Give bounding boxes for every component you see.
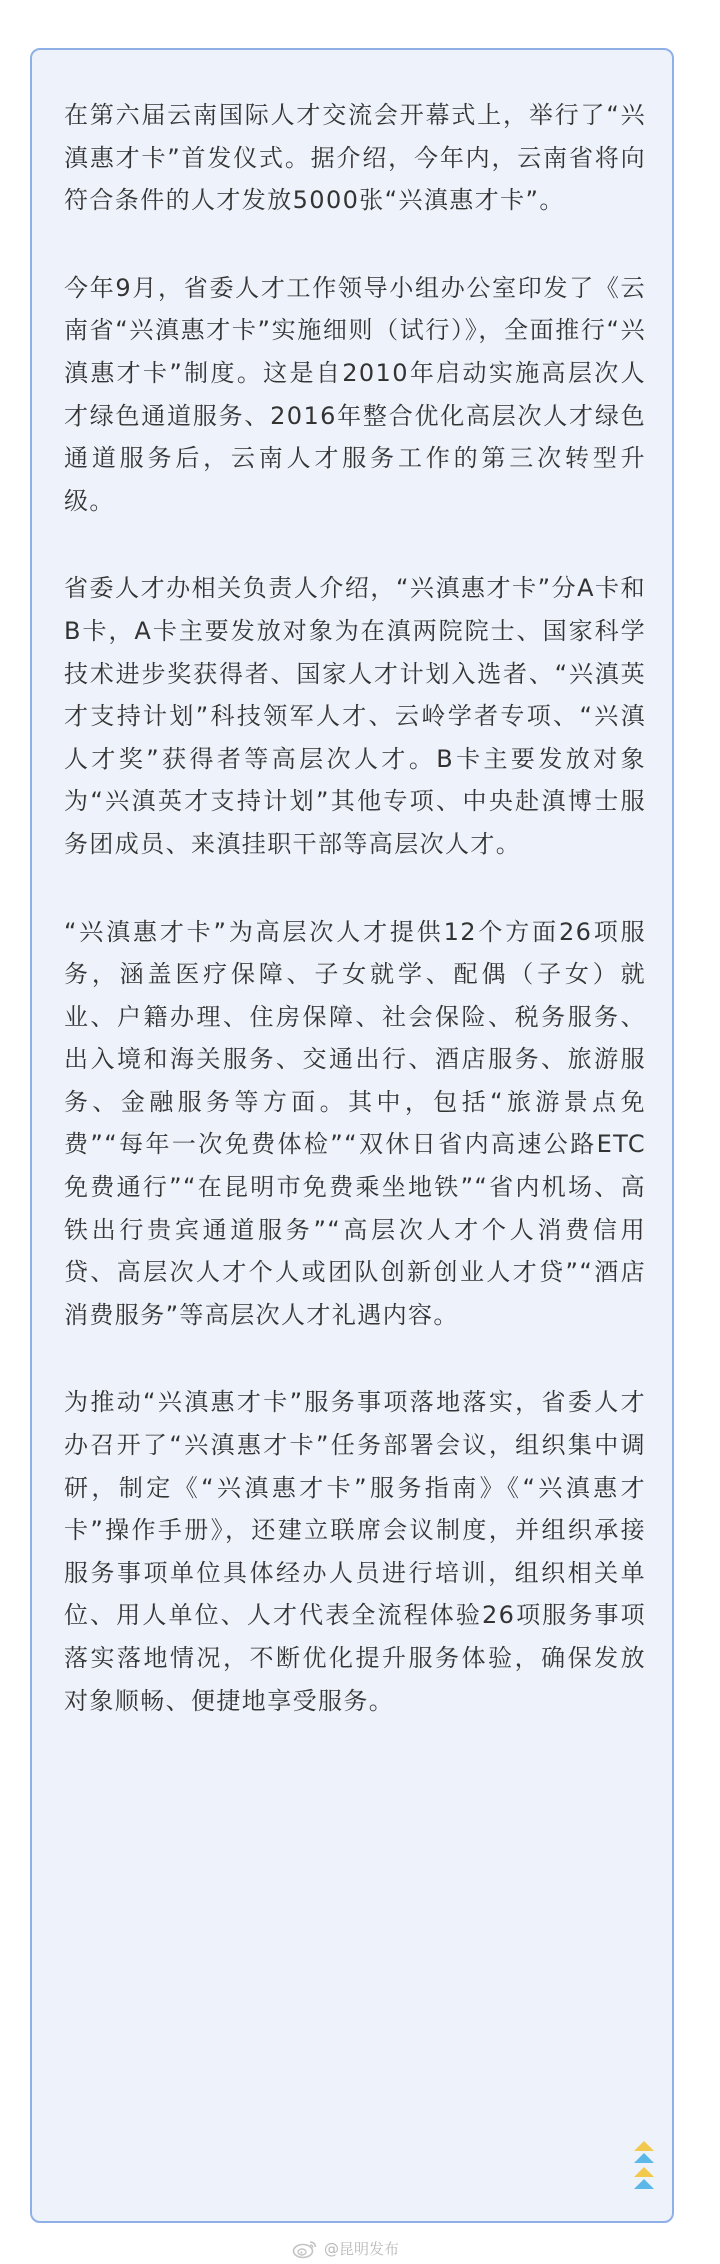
weibo-logo-icon: [292, 2239, 318, 2259]
paragraph-1: 在第六届云南国际人才交流会开幕式上，举行了“兴滇惠才卡”首发仪式。据介绍，今年内，云南省将向符合条件的人才发放5000张“兴滇惠才卡”。: [64, 101, 646, 215]
stacked-triangles-icon: [630, 2139, 658, 2195]
watermark-text: @昆明发布: [324, 2240, 400, 2258]
watermark: [292, 2238, 399, 2259]
paragraph-2: 今年9月，省委人才工作领导小组办公室印发了《云南省“兴滇惠才卡”实施细则（试行）》，全面推行“兴滇惠才卡”制度。这是自2010年启动实施高层次人才绿色通道服务、2016年整合优化高层次人才绿色通道服务后，云南人才服务工作的第三次转型升级。: [64, 273, 646, 515]
paragraph-4: “兴滇惠才卡”为高层次人才提供12个方面26项服务，涵盖医疗保障、子女就学、配偶（子女）就业、户籍办理、住房保障、社会保险、税务服务、出入境和海关服务、交通出行、酒店服务、旅游服务、金融服务等方面。其中，包括“旅游景点免费”“每年一次免费体检”“双休日省内高速公路ETC免费通行”“在昆明市免费乘坐地铁”“省内机场、高铁出行贵宾通道服务”“高层次人才个人消费信用贷、高层次人才个人或团队创新创业人才贷”“酒店消费服务”等高层次人才礼遇内容。: [64, 917, 646, 1329]
paragraph-5: 为推动“兴滇惠才卡”服务事项落地落实，省委人才办召开了“兴滇惠才卡”任务部署会议，组织集中调研，制定《“兴滇惠才卡”服务指南》《“兴滇惠才卡”操作手册》，还建立联席会议制度，并组织承接服务事项单位具体经办人员进行培训，组织相关单位、用人单位、人才代表全流程体验26项服务事项落实落地情况，不断优化提升服务体验，确保发放对象顺畅、便捷地享受服务。: [64, 1388, 646, 1715]
article-card: [30, 48, 674, 2223]
article-body: [64, 94, 646, 1722]
paragraph-3: 省委人才办相关负责人介绍，“兴滇惠才卡”分A卡和B卡，A卡主要发放对象为在滇两院院士、国家科学技术进步奖获得者、国家人才计划入选者、“兴滇英才支持计划”科技领军人才、云岭学者专项、“兴滇人才奖”获得者等高层次人才。B卡主要发放对象为“兴滇英才支持计划”其他专项、中央赴滇博士服务团成员、来滇挂职干部等高层次人才。: [64, 574, 646, 858]
